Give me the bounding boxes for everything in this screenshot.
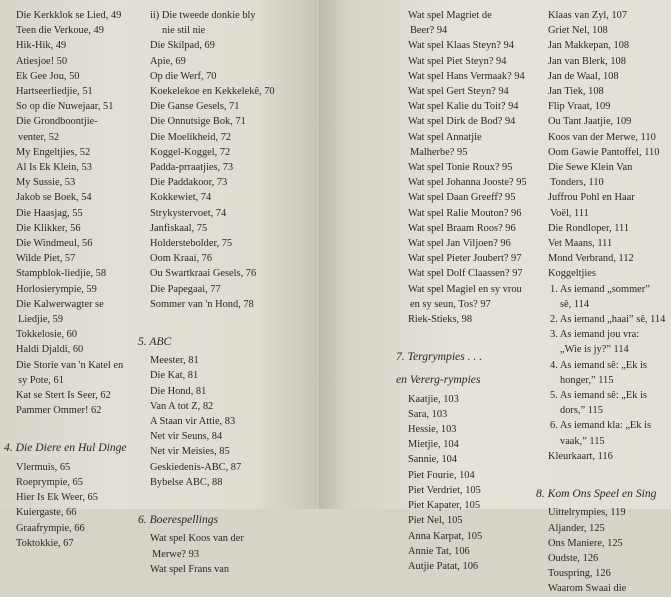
contents-entry: Oom Kraai, 76 — [150, 253, 213, 265]
contents-entry: Wat spel Magriet de — [408, 10, 492, 21]
contents-entry: Piet Nel, 105 — [408, 515, 463, 527]
contents-entry: Wat spel Dirk de Bod? 94 — [408, 116, 516, 128]
contents-entry: Wat spel Gert Steyn? 94 — [408, 86, 509, 98]
section-gap — [536, 464, 666, 478]
contents-entry: Mond Verbrand, 112 — [548, 253, 634, 265]
contents-entry: 3. As iemand jou vra: — [550, 329, 640, 341]
contents-entry: Atiesjoe! 50 — [16, 55, 68, 67]
contents-entry: Sara, 103 — [408, 408, 448, 420]
contents-entry: Wat spel Ralie Mouton? 96 — [408, 207, 522, 219]
contents-entry: Piet Kapater, 105 — [408, 500, 481, 512]
contents-entry: Wat spel Magiel en sy vrou — [408, 283, 522, 295]
contents-entry: Tokkelosie, 60 — [16, 329, 78, 341]
contents-entry: Kleurkaart, 116 — [548, 450, 613, 462]
contents-entry: Janfiskaal, 75 — [150, 222, 208, 234]
section-heading: 6. Boerespellings — [138, 513, 219, 527]
contents-entry: Van A tot Z, 82 — [150, 400, 214, 412]
contents-entry: honger,” 115 — [560, 374, 614, 386]
contents-entry: Holderstebolder, 75 — [150, 238, 233, 250]
contents-entry: Anna Karpat, 105 — [408, 530, 483, 542]
contents-entry: Sannie, 104 — [408, 454, 458, 466]
contents-entry: vaak,” 115 — [560, 435, 605, 447]
contents-entry: Die Paddakoor, 73 — [150, 177, 228, 189]
contents-entry: Wat spel Daan Greeff? 95 — [408, 192, 516, 204]
contents-entry: Griet Nel, 108 — [548, 25, 608, 37]
contents-entry: 5. As iemand sê: „Ek is — [550, 390, 647, 402]
contents-entry: sy Pote, 61 — [18, 374, 64, 386]
contents-entry: Ons Maniere, 125 — [548, 537, 623, 549]
contents-entry: Al Is Ek Klein, 53 — [16, 162, 92, 174]
contents-entry: Die Rondloper, 111 — [548, 222, 630, 234]
contents-entry: Voël, 111 — [550, 207, 589, 219]
contents-entry: Die Klikker, 56 — [16, 222, 81, 234]
contents-entry: Bybelse ABC, 88 — [150, 476, 223, 488]
contents-column-3 — [396, 8, 530, 574]
contents-entry: Wat spel Kalie du Toit? 94 — [408, 101, 519, 113]
contents-entry: Ou Swartkraai Gesels, 76 — [150, 268, 257, 280]
contents-entry: 6. As iemand kla: „Ek is — [550, 420, 652, 432]
contents-entry: Die Grondboontjie- — [16, 116, 98, 128]
contents-column-1 — [4, 8, 126, 551]
contents-entry: Roeprympie, 65 — [16, 476, 83, 488]
contents-entry: Wilde Piet, 57 — [16, 253, 76, 265]
contents-entry: Autjie Patat, 106 — [408, 560, 479, 572]
contents-entry: Teen die Verkoue, 49 — [16, 25, 104, 37]
contents-entry: Die Skilpad, 69 — [150, 40, 215, 52]
contents-entry: Padda-prraatjies, 73 — [150, 162, 234, 174]
contents-entry: Wat spel Hans Vermaak? 94 — [408, 70, 525, 82]
contents-entry: A Staan vir Attie, 83 — [150, 416, 236, 428]
contents-entry: Malherbe? 95 — [410, 146, 468, 158]
section-heading: 5. ABC — [138, 335, 172, 349]
contents-entry: Koggel-Koggel, 72 — [150, 146, 231, 158]
contents-entry: Wat spel Pieter Joubert? 97 — [408, 253, 522, 265]
section-gap — [396, 327, 530, 341]
contents-entry: dors,” 115 — [560, 405, 603, 417]
contents-entry: Vlermuis, 65 — [16, 461, 71, 473]
contents-entry: Juffrou Pohl en Haar — [548, 192, 635, 204]
contents-entry: Hartseerliedjie, 51 — [16, 86, 93, 98]
contents-entry: Die Sewe Klein Van — [548, 162, 633, 174]
contents-entry: Hik-Hik, 49 — [16, 40, 67, 52]
contents-entry: Apie, 69 — [150, 55, 186, 67]
contents-entry: Die Onnutsige Bok, 71 — [150, 116, 246, 128]
contents-entry: nie stil nie — [162, 25, 206, 37]
contents-entry: Oudste, 126 — [548, 552, 599, 564]
contents-entry: Vet Maans, 111 — [548, 238, 613, 250]
contents-entry: „Wie is jy?” 114 — [560, 344, 629, 356]
contents-entry: Die Storie van 'n Katel en — [16, 359, 124, 371]
contents-entry: Die Moelikheid, 72 — [150, 131, 232, 143]
contents-entry: 1. As iemand „sommer” — [550, 283, 650, 295]
contents-entry: So op die Nuwejaar, 51 — [16, 101, 114, 113]
contents-entry: 2. As iemand „haai” sê, 114 — [550, 314, 666, 326]
contents-entry: Wat spel Jan Viljoen? 96 — [408, 238, 511, 250]
contents-entry: Net vir Seuns, 84 — [150, 431, 223, 443]
contents-entry: Wat spel Piet Steyn? 94 — [408, 55, 507, 67]
section-gap — [138, 490, 288, 504]
contents-entry: Kat se Stert Is Seer, 62 — [16, 390, 111, 402]
section-heading: 7. Tergrympies . . . — [396, 350, 483, 364]
contents-entry: Koekelekoe en Kekkelekê, 70 — [150, 86, 275, 98]
contents-entry: My Engeltjies, 52 — [16, 146, 91, 158]
contents-entry: Flip Vraat, 109 — [548, 101, 611, 113]
contents-entry: Die Hond, 81 — [150, 385, 207, 397]
contents-entry: Mietjie, 104 — [408, 439, 459, 451]
contents-entry: Jan Tiek, 108 — [548, 86, 604, 98]
contents-column-2 — [138, 8, 288, 577]
contents-entry: Aljander, 125 — [548, 522, 605, 534]
contents-entry: Jan de Waal, 108 — [548, 70, 619, 82]
contents-entry: Kuiergaste, 66 — [16, 507, 77, 519]
contents-entry: Hier Is Ek Weer, 65 — [16, 492, 98, 504]
contents-entry: Strykystervoet, 74 — [150, 207, 227, 219]
contents-entry: Oom Gawie Pantoffel, 110 — [548, 146, 660, 158]
contents-entry: Jan van Blerk, 108 — [548, 55, 626, 67]
contents-entry: Wat spel Frans van — [150, 563, 230, 575]
contents-entry: ii) Die tweede donkie bly — [150, 10, 256, 21]
contents-entry: Sommer van 'n Hond, 78 — [150, 298, 254, 310]
contents-entry: Die Papegaai, 77 — [150, 283, 221, 295]
contents-entry: Die Kalwerwagter se — [16, 298, 104, 310]
contents-entry: Kokkewiet, 74 — [150, 192, 212, 204]
contents-entry: Wat spel Johanna Jooste? 95 — [408, 177, 527, 189]
contents-entry: Die Haasjag, 55 — [16, 207, 83, 219]
contents-entry: Horlosierympie, 59 — [16, 283, 97, 295]
contents-entry: Haldi Djaldi, 60 — [16, 344, 84, 356]
contents-entry: Wat spel Tonie Roux? 95 — [408, 162, 513, 174]
contents-entry: Die Kat, 81 — [150, 370, 199, 382]
contents-entry: Ou Tant Jaatjie, 109 — [548, 116, 632, 128]
contents-entry: Annie Tat, 106 — [408, 545, 470, 557]
contents-entry: Op die Werf, 70 — [150, 70, 217, 82]
contents-entry: Jakob se Boek, 54 — [16, 192, 92, 204]
contents-entry: en sy seun, Tos? 97 — [410, 298, 491, 310]
contents-entry: Koos van der Merwe, 110 — [548, 131, 656, 143]
contents-entry: Beer? 94 — [410, 25, 448, 37]
contents-entry: Wat spel Annatjie — [408, 131, 482, 143]
contents-entry: Piet Fourie, 104 — [408, 469, 475, 481]
contents-entry: Geskiedenis-ABC, 87 — [150, 461, 242, 473]
contents-entry: Touspring, 126 — [548, 568, 611, 580]
contents-entry: Piet Verdriet, 105 — [408, 484, 481, 496]
contents-entry: 4. As iemand sê: „Ek is — [550, 359, 647, 371]
contents-entry: Die Windmeul, 56 — [16, 238, 93, 250]
contents-entry: Ek Gee Jou, 50 — [16, 70, 80, 82]
contents-entry: Wat spel Braam Roos? 96 — [408, 222, 516, 234]
contents-entry: Riek-Stieks, 98 — [408, 314, 473, 326]
contents-entry: Waarom Swaai die — [548, 583, 627, 595]
contents-entry: Merwe? 93 — [152, 548, 200, 560]
contents-entry: Meester, 81 — [150, 355, 199, 367]
contents-entry: Uittelrympies, 119 — [548, 507, 626, 519]
contents-entry: Jan Makkepan, 108 — [548, 40, 630, 52]
section-gap — [4, 418, 126, 432]
contents-entry: Net vir Meisies, 85 — [150, 446, 230, 458]
contents-entry: Die Kerkklok se Lied, 49 — [16, 10, 122, 21]
contents-entry: sê, 114 — [560, 298, 590, 310]
contents-entry: Koggeltjies — [548, 268, 596, 280]
section-heading: en Vererg-rympies — [396, 373, 481, 387]
section-heading: 4. Die Diere en Hul Dinge — [4, 441, 127, 455]
contents-entry: Stampblok-liedjie, 58 — [16, 268, 107, 280]
contents-entry: Klaas van Zyl, 107 — [548, 10, 628, 21]
contents-entry: Liedjie, 59 — [18, 314, 64, 326]
section-heading: 8. Kom Ons Speel en Sing — [536, 487, 657, 501]
contents-entry: venter, 52 — [18, 131, 60, 143]
contents-entry: Pammer Ommer! 62 — [16, 405, 102, 417]
contents-column-4 — [536, 8, 666, 597]
contents-entry: Wat spel Koos van der — [150, 533, 244, 545]
contents-entry: Wat spel Dolf Claassen? 97 — [408, 268, 523, 280]
contents-entry: Die Ganse Gesels, 71 — [150, 101, 240, 113]
contents-entry: Hessie, 103 — [408, 424, 457, 436]
contents-entry: My Sussie, 53 — [16, 177, 76, 189]
contents-entry: Kaatjie, 103 — [408, 393, 459, 405]
contents-entry: Wat spel Klaas Steyn? 94 — [408, 40, 514, 52]
contents-entry: Graafrympie, 66 — [16, 522, 85, 534]
contents-entry: Toktokkie, 67 — [16, 537, 74, 549]
section-gap — [138, 312, 288, 326]
contents-entry: Tonders, 110 — [550, 177, 604, 189]
